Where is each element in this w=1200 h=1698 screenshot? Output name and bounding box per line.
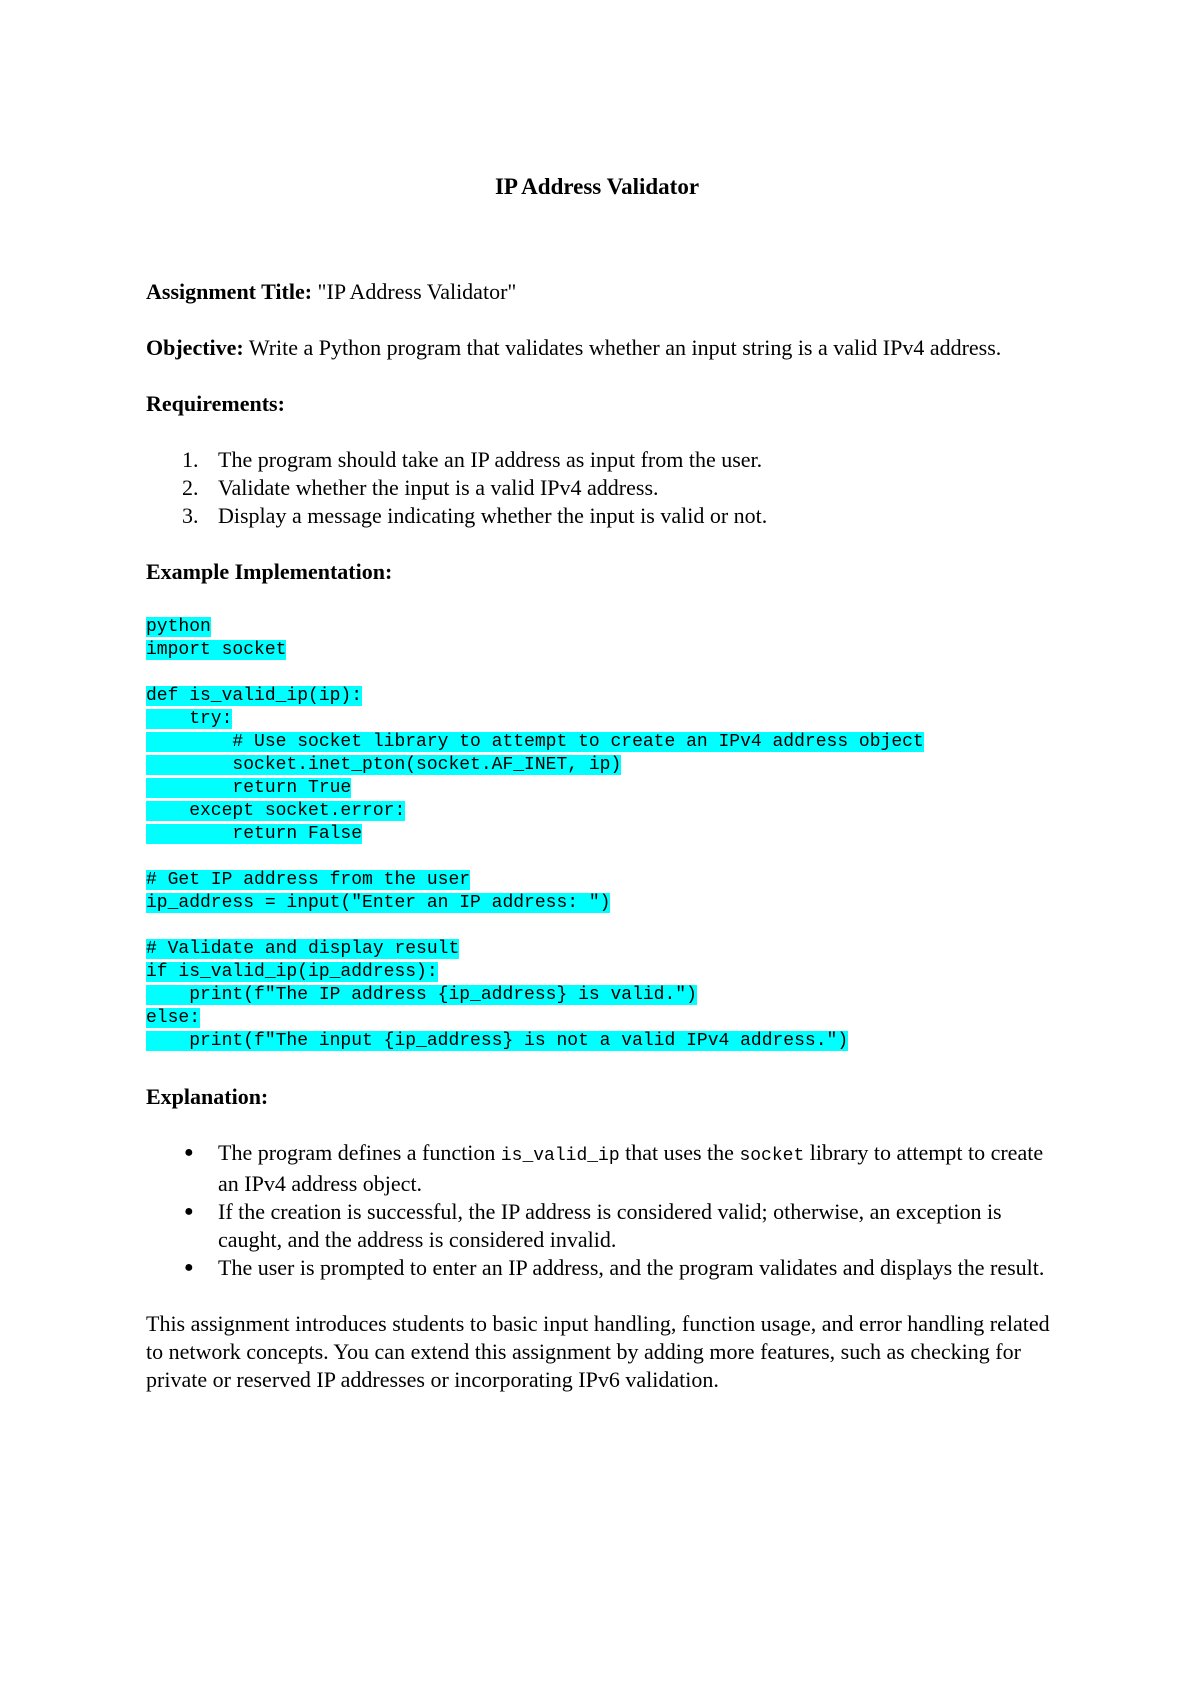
objective-label: Objective:	[146, 335, 244, 360]
inline-code: is_valid_ip	[500, 1146, 620, 1166]
code-line	[146, 1007, 1056, 1030]
list-item	[146, 502, 1056, 530]
code-line	[146, 800, 1056, 823]
explanation-text-pre: The program defines a function	[218, 1140, 501, 1165]
explanation-list	[146, 1139, 1056, 1282]
code-line	[146, 1030, 1056, 1053]
list-item	[146, 446, 1056, 474]
code-line	[146, 984, 1056, 1007]
list-number: 3.	[182, 503, 199, 528]
code-line	[146, 662, 1056, 685]
requirements-heading: Requirements:	[146, 391, 285, 416]
bullet-icon: ●	[184, 1203, 194, 1220]
list-item	[146, 1198, 1056, 1254]
bullet-icon: ●	[184, 1144, 194, 1161]
list-item-text: Display a message indicating whether the input is valid or not.	[218, 503, 768, 528]
list-item	[146, 474, 1056, 502]
code-line-text: print(f"The input {ip_address} is not a valid IPv4 address.")	[146, 1031, 849, 1051]
explanation-text: If the creation is successful, the IP address is considered valid; otherwise, an exception is caught, and the address is considered invalid.	[218, 1199, 1002, 1252]
list-item-text: Validate whether the input is a valid IPv4 address.	[218, 475, 659, 500]
objective-text: Write a Python program that validates whether an input string is a valid IPv4 address.	[248, 335, 1002, 360]
example-heading: Example Implementation:	[146, 559, 393, 584]
assignment-title-value: "IP Address Validator"	[317, 279, 517, 304]
document-title: IP Address Validator	[494, 174, 700, 199]
list-item-text: The program should take an IP address as input from the user.	[218, 447, 763, 472]
explanation-text: The user is prompted to enter an IP address, and the program validates and displays the result.	[218, 1255, 1045, 1280]
code-line	[146, 938, 1056, 961]
code-line-text: print(f"The IP address {ip_address} is valid.")	[146, 985, 697, 1005]
code-line	[146, 731, 1056, 754]
explanation-text-mid: that uses the	[619, 1140, 740, 1165]
code-line	[146, 892, 1056, 915]
code-line-text: return True	[146, 778, 352, 798]
code-line-text: python	[146, 617, 211, 637]
assignment-title-label: Assignment Title:	[146, 279, 313, 304]
code-line-text: ip_address = input("Enter an IP address: ")	[146, 893, 611, 913]
code-line-text: socket.inet_pton(socket.AF_INET, ip)	[146, 755, 622, 775]
code-line	[146, 616, 1056, 639]
code-line-text: return False	[146, 824, 363, 844]
code-line-text: except socket.error:	[146, 801, 406, 821]
explanation-text-post: library to attempt to create an IPv4 address object.	[218, 1140, 1044, 1196]
list-number: 1.	[182, 447, 199, 472]
objective-line	[146, 334, 1056, 362]
code-line-text: # Validate and display result	[146, 939, 460, 959]
code-line-text: else:	[146, 1008, 201, 1028]
code-line-text: try:	[146, 709, 233, 729]
assignment-title-line	[146, 278, 1056, 306]
explanation-heading: Explanation:	[146, 1084, 269, 1109]
code-line	[146, 869, 1056, 892]
code-line	[146, 708, 1056, 731]
requirements-list	[146, 446, 1056, 530]
code-line	[146, 685, 1056, 708]
code-line	[146, 777, 1056, 800]
code-line	[146, 961, 1056, 984]
code-line	[146, 915, 1056, 938]
bullet-icon: ●	[184, 1259, 194, 1276]
document-page	[146, 172, 1056, 1394]
code-line-text: # Get IP address from the user	[146, 870, 471, 890]
list-item	[146, 1254, 1056, 1282]
inline-code: socket	[739, 1146, 805, 1166]
list-item	[146, 1139, 1056, 1198]
code-line-text: if is_valid_ip(ip_address):	[146, 962, 438, 982]
code-line-text: import socket	[146, 640, 287, 660]
list-number: 2.	[182, 475, 199, 500]
closing-paragraph: This assignment introduces students to basic input handling, function usage, and error handling related to network concepts. You can extend this assignment by adding more features, such as checking for private or reserved IP addresses or incorporating IPv6 validation.	[146, 1311, 1050, 1392]
code-line	[146, 754, 1056, 777]
code-line-text: # Use socket library to attempt to create an IPv4 address object	[146, 732, 924, 752]
code-line	[146, 639, 1056, 662]
code-line	[146, 846, 1056, 869]
code-line-text: def is_valid_ip(ip):	[146, 686, 363, 706]
code-block	[146, 616, 1056, 1053]
code-line	[146, 823, 1056, 846]
